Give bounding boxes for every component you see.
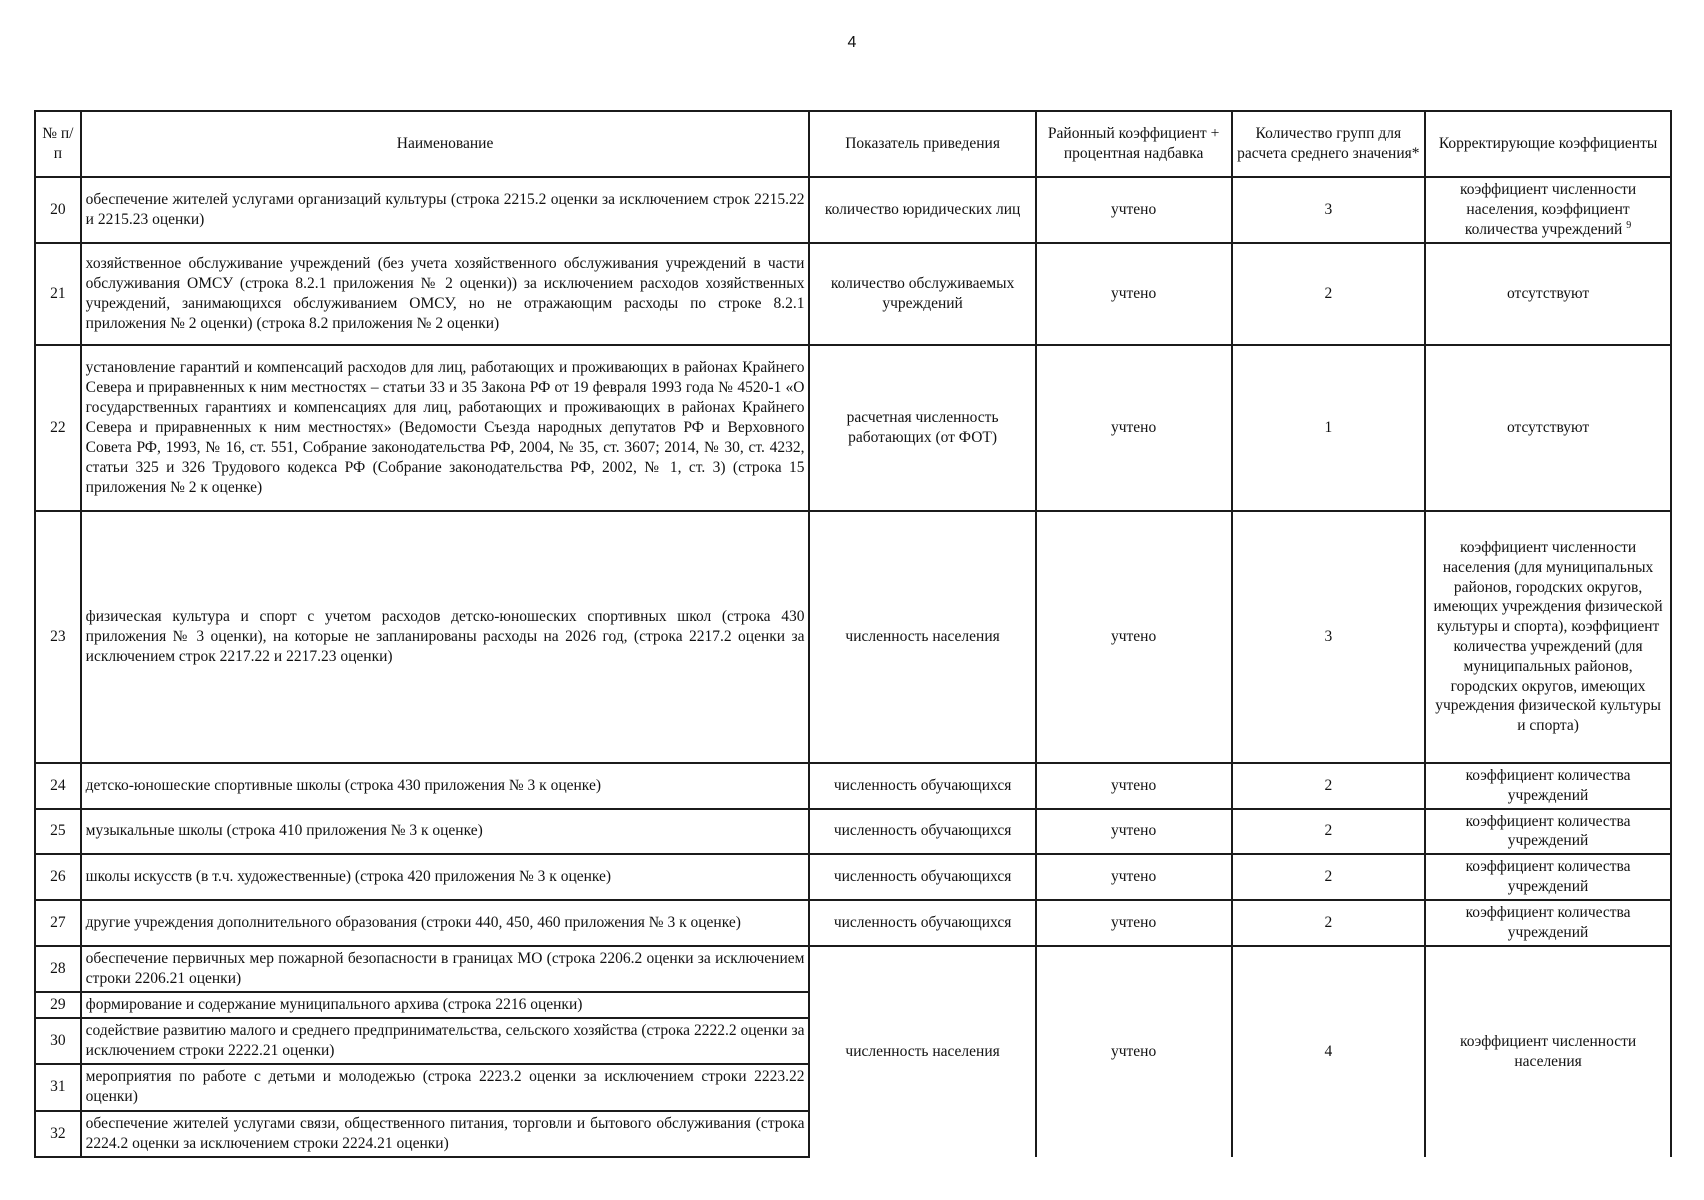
header-groups: Количество групп для расчета среднего значения*	[1232, 111, 1426, 177]
row-name: другие учреждения дополнительного образования (строки 440, 450, 460 приложения № 3 к оценке)	[81, 900, 810, 946]
indicators-table	[34, 110, 1672, 1158]
table-row	[35, 854, 1671, 900]
row-num: 23	[35, 511, 81, 763]
row-num: 29	[35, 992, 81, 1018]
page-number: 4	[847, 34, 857, 51]
table-row	[35, 345, 1671, 511]
header-name: Наименование	[81, 111, 810, 177]
row-name: детско-юношеские спортивные школы (строка 430 приложения № 3 к оценке)	[81, 763, 810, 809]
row-groups: 1	[1232, 345, 1426, 511]
header-num: № п/п	[35, 111, 81, 177]
row-name: музыкальные школы (строка 410 приложения № 3 к оценке)	[81, 809, 810, 855]
row-coefs: коэффициент количества учреждений	[1425, 809, 1671, 855]
table-row	[35, 243, 1671, 345]
row-groups: 2	[1232, 809, 1426, 855]
row-num: 25	[35, 809, 81, 855]
row-coefs: коэффициент количества учреждений	[1425, 854, 1671, 900]
row-regional: учтено	[1036, 345, 1232, 511]
row-num: 27	[35, 900, 81, 946]
table-header-row	[35, 111, 1671, 177]
row-name: физическая культура и спорт с учетом расходов детско-юношеских спортивных школ (строка 430 приложения № 3 оценки), на которые не запланированы расходы на 2026 год, (строка 2217.2 оценки за исключением строк 2217.22 и 2217.23 оценки)	[81, 511, 810, 763]
row-name: содействие развитию малого и среднего предпринимательства, сельского хозяйства (строка 2222.2 оценки за исключением строки 2222.21 оценки)	[81, 1018, 810, 1064]
row-num: 30	[35, 1018, 81, 1064]
table-row	[35, 946, 1671, 992]
row-indicator: численность обучающихся	[809, 854, 1035, 900]
row-name: обеспечение жителей услугами связи, общественного питания, торговли и бытового обслуживания (строка 2224.2 оценки за исключением строки 2224.21 оценки)	[81, 1111, 810, 1157]
header-indicator: Показатель приведения	[809, 111, 1035, 177]
row-coefs	[1425, 177, 1671, 243]
table-row	[35, 177, 1671, 243]
row-regional: учтено	[1036, 763, 1232, 809]
row-num: 28	[35, 946, 81, 992]
row-num: 21	[35, 243, 81, 345]
row-regional: учтено	[1036, 854, 1232, 900]
row-name: формирование и содержание муниципального архива (строка 2216 оценки)	[81, 992, 810, 1018]
row-coefs-text: коэффициент численности населения, коэффициент количества учреждений	[1459, 181, 1637, 238]
row-coefs: коэффициент численности населения	[1425, 946, 1671, 1157]
row-name: школы искусств (в т.ч. художественные) (строка 420 приложения № 3 к оценке)	[81, 854, 810, 900]
row-coefs: отсутствуют	[1425, 345, 1671, 511]
header-regional: Районный коэффициент + процентная надбавка	[1036, 111, 1232, 177]
row-groups: 3	[1232, 177, 1426, 243]
row-indicator: количество обслуживаемых учреждений	[809, 243, 1035, 345]
table-row	[35, 763, 1671, 809]
row-num: 24	[35, 763, 81, 809]
row-regional: учтено	[1036, 946, 1232, 1157]
row-name: мероприятия по работе с детьми и молодежью (строка 2223.2 оценки за исключением строки 2223.22 оценки)	[81, 1064, 810, 1110]
row-indicator: численность обучающихся	[809, 809, 1035, 855]
row-regional: учтено	[1036, 809, 1232, 855]
row-regional: учтено	[1036, 243, 1232, 345]
row-coefs: коэффициент численности населения (для муниципальных районов, городских округов, имеющих учреждения физической культуры и спорта), коэффициент количества учреждений (для муниципальных районов, городских округов, имеющих учреждения физической культуры и спорта)	[1425, 511, 1671, 763]
header-coefs: Корректирующие коэффициенты	[1425, 111, 1671, 177]
row-num: 20	[35, 177, 81, 243]
row-num: 32	[35, 1111, 81, 1157]
row-regional: учтено	[1036, 511, 1232, 763]
row-coefs: коэффициент количества учреждений	[1425, 900, 1671, 946]
row-name: хозяйственное обслуживание учреждений (без учета хозяйственного обслуживания учреждений в части обслуживания ОМСУ (строка 8.2.1 приложения № 2 оценки)) за исключением расходов хозяйственных учреждений, занимающихся обслуживанием ОМСУ, но не отражающим расходы по строке 8.2.1 приложения № 2 оценки) (строка 8.2 приложения № 2 оценки)	[81, 243, 810, 345]
row-name: обеспечение первичных мер пожарной безопасности в границах МО (строка 2206.2 оценки за исключением строки 2206.21 оценки)	[81, 946, 810, 992]
row-regional: учтено	[1036, 900, 1232, 946]
row-regional: учтено	[1036, 177, 1232, 243]
row-num: 26	[35, 854, 81, 900]
row-groups: 2	[1232, 763, 1426, 809]
footnote-marker: 9	[1626, 219, 1632, 231]
row-coefs: коэффициент количества учреждений	[1425, 763, 1671, 809]
row-groups: 3	[1232, 511, 1426, 763]
row-indicator: численность обучающихся	[809, 900, 1035, 946]
row-num: 31	[35, 1064, 81, 1110]
row-groups: 4	[1232, 946, 1426, 1157]
row-name: установление гарантий и компенсаций расходов для лиц, работающих и проживающих в районах Крайнего Севера и приравненных к ним местностях – статьи 33 и 35 Закона РФ от 19 февраля 1993 года № 4520-1 «О государственных гарантиях и компенсациях для лиц, работающих и проживающих в районах Крайнего Севера и приравненных к ним местностях» (Ведомости Съезда народных депутатов РФ и Верховного Совета РФ, 1993, № 16, ст. 551, Собрание законодательства РФ, 2004, № 35, ст. 3607; 2014, № 30, ст. 4232, статьи 325 и 326 Трудового кодекса РФ (Собрание законодательства РФ, 2002, № 1, ст. 3) (строка 15 приложения № 2 к оценке)	[81, 345, 810, 511]
row-indicator: численность обучающихся	[809, 763, 1035, 809]
row-name: обеспечение жителей услугами организаций культуры (строка 2215.2 оценки за исключением строк 2215.22 и 2215.23 оценки)	[81, 177, 810, 243]
row-indicator: численность населения	[809, 946, 1035, 1157]
row-groups: 2	[1232, 854, 1426, 900]
row-indicator: расчетная численность работающих (от ФОТ)	[809, 345, 1035, 511]
row-coefs: отсутствуют	[1425, 243, 1671, 345]
row-num: 22	[35, 345, 81, 511]
table-row	[35, 511, 1671, 763]
row-groups: 2	[1232, 900, 1426, 946]
row-indicator: количество юридических лиц	[809, 177, 1035, 243]
row-groups: 2	[1232, 243, 1426, 345]
table-row	[35, 900, 1671, 946]
row-indicator: численность населения	[809, 511, 1035, 763]
table-row	[35, 809, 1671, 855]
